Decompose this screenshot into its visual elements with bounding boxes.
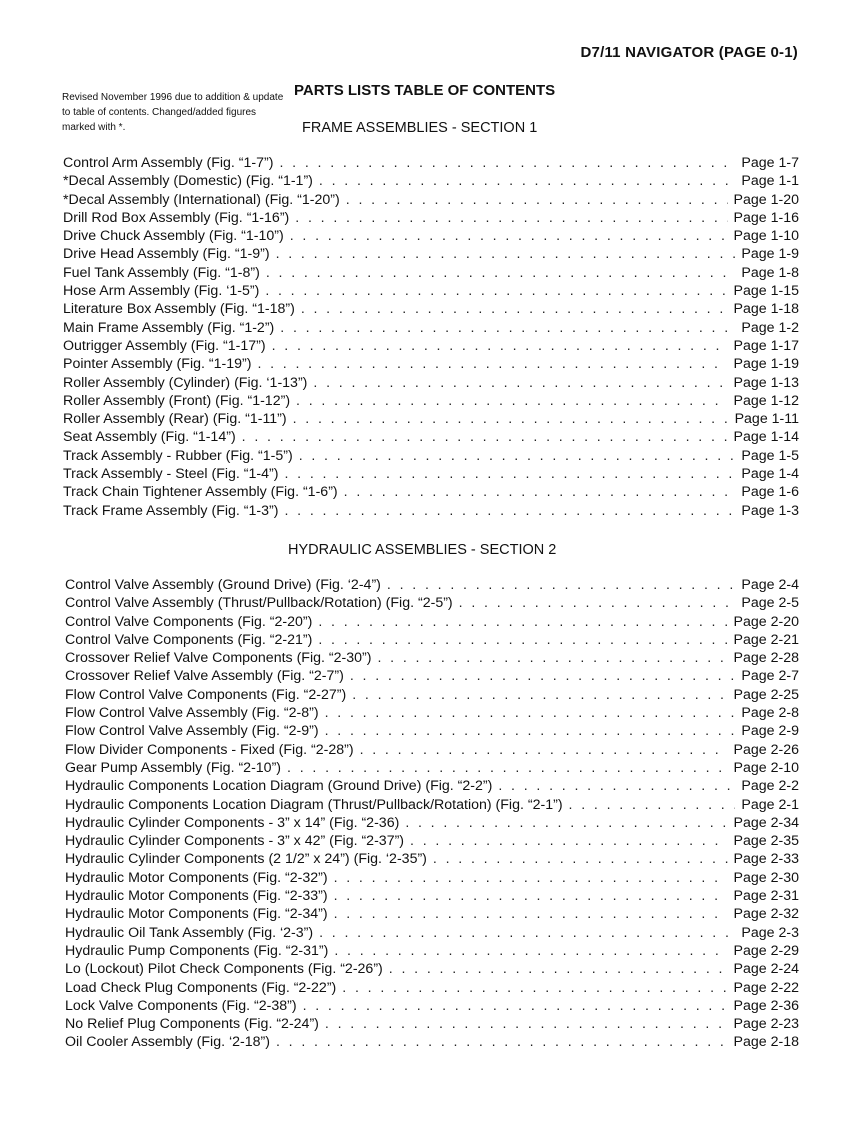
toc-entry-page: Page 2-31 (733, 888, 799, 905)
dot-leader (284, 466, 735, 482)
dot-leader (265, 283, 727, 299)
toc-entry-label: Fuel Tank Assembly (Fig. “1-8”) (63, 264, 260, 281)
dot-leader (459, 595, 736, 611)
toc-entry[interactable] (63, 356, 799, 374)
toc-entry-label: Crossover Relief Valve Components (Fig. “2-30”) (65, 650, 372, 667)
toc-entry[interactable] (65, 595, 799, 613)
toc-entry-label: No Relief Plug Components (Fig. “2-24”) (65, 1016, 319, 1033)
dot-leader (290, 228, 728, 244)
toc-entry-page: Page 1-20 (733, 191, 799, 208)
toc-entry-page: Page 2-7 (741, 668, 799, 685)
toc-entry-page: Page 2-8 (741, 705, 799, 722)
toc-entry[interactable] (63, 411, 799, 429)
dot-leader (293, 411, 729, 427)
toc-entry[interactable] (65, 961, 799, 979)
dot-leader (318, 632, 727, 648)
toc-entry[interactable] (65, 870, 799, 888)
dot-leader (284, 503, 735, 519)
dot-leader (334, 943, 727, 959)
toc-entry-label: Flow Control Valve Assembly (Fig. “2-9”) (65, 723, 319, 740)
toc-entry-label: Literature Box Assembly (Fig. “1-18”) (63, 301, 295, 318)
toc-entry-page: Page 2-22 (733, 979, 799, 996)
toc-entry-label: Control Valve Assembly (Thrust/Pullback/Rotation) (Fig. “2-5”) (65, 595, 453, 612)
dot-leader (410, 833, 727, 849)
toc-entry[interactable] (65, 687, 799, 705)
toc-entry-label: Hydraulic Cylinder Components - 3” x 42” (Fig. “2-37”) (65, 833, 405, 850)
toc-entry-page: Page 1-9 (741, 246, 799, 263)
toc-entry-label: Control Valve Components (Fig. “2-21”) (65, 631, 313, 648)
toc-entry-page: Page 1-18 (733, 301, 799, 318)
toc-entry[interactable] (65, 906, 799, 924)
dot-leader (498, 778, 735, 794)
toc-entry[interactable] (65, 632, 799, 650)
toc-entry-label: Outrigger Assembly (Fig. “1-17”) (63, 337, 266, 354)
dot-leader (387, 577, 736, 593)
toc-entry[interactable] (63, 228, 799, 246)
toc-entry[interactable] (63, 503, 799, 521)
dot-leader (344, 484, 736, 500)
dot-leader (377, 650, 727, 666)
toc-entry[interactable] (65, 705, 799, 723)
toc-entry-page: Page 2-28 (733, 650, 799, 667)
toc-entry-label: Flow Control Valve Assembly (Fig. “2-8”) (65, 705, 319, 722)
dot-leader (334, 888, 728, 904)
toc-entry-page: Page 1-1 (741, 173, 799, 190)
toc-entry-page: Page 1-6 (741, 484, 799, 501)
toc-entry-label: Hydraulic Components Location Diagram (Thrust/Pullback/Rotation) (Fig. “2-1”) (65, 796, 563, 813)
toc-entry-label: Hydraulic Cylinder Components (2 1/2” x 24”) (Fig. ‘2-35”) (65, 851, 427, 868)
toc-entry[interactable] (65, 1034, 799, 1052)
toc-entry-label: Lo (Lockout) Pilot Check Components (Fig. “2-26”) (65, 961, 383, 978)
toc-entry[interactable] (65, 925, 799, 943)
toc-entry-label: Roller Assembly (Rear) (Fig. “1-11”) (63, 411, 287, 428)
section-1-heading: FRAME ASSEMBLIES - SECTION 1 (302, 120, 538, 136)
toc-entry-page: Page 1-15 (733, 283, 799, 300)
toc-entry-label: *Decal Assembly (Domestic) (Fig. “1-1”) (63, 173, 313, 190)
dot-leader (280, 320, 735, 336)
dot-leader (352, 687, 727, 703)
toc-entry-page: Page 2-35 (733, 833, 799, 850)
dot-leader (325, 705, 736, 721)
toc-entry-label: Control Arm Assembly (Fig. “1-7”) (63, 155, 274, 171)
toc-title: PARTS LISTS TABLE OF CONTENTS (294, 82, 556, 99)
toc-entry[interactable] (65, 760, 799, 778)
dot-leader (276, 1034, 728, 1050)
toc-entry[interactable] (63, 375, 799, 393)
toc-entry[interactable] (65, 650, 799, 668)
toc-entry-page: Page 2-9 (741, 723, 799, 740)
toc-entry-page: Page 1-11 (734, 411, 799, 428)
toc-entry-page: Page 2-20 (733, 613, 799, 630)
toc-entry-page: Page 1-19 (733, 356, 799, 373)
dot-leader (346, 192, 728, 208)
toc-entry-page: Page 2-21 (733, 631, 799, 648)
toc-entry-label: Hydraulic Cylinder Components - 3” x 14” (Fig. “2-36) (65, 814, 400, 831)
toc-entry-label: Flow Control Valve Components (Fig. “2-27”) (65, 686, 347, 703)
toc-entry[interactable] (63, 429, 799, 447)
toc-entry[interactable] (65, 980, 799, 998)
toc-entry-page: Page 2-30 (733, 869, 799, 886)
toc-entry[interactable] (65, 815, 799, 833)
toc-entry[interactable] (63, 246, 799, 264)
toc-entry-label: Crossover Relief Valve Assembly (Fig. “2-7”) (65, 668, 344, 685)
toc-entry-page: Page 2-32 (733, 906, 799, 923)
toc-entry-label: Seat Assembly (Fig. “1-14”) (63, 429, 236, 446)
toc-entry-page: Page 1-12 (733, 392, 799, 409)
toc-entry[interactable] (63, 448, 799, 466)
dot-leader (319, 173, 736, 189)
toc-entry-label: Drive Head Assembly (Fig. “1-9”) (63, 246, 270, 263)
toc-entry-page: Page 1-4 (741, 466, 799, 483)
toc-entry-label: Drill Rod Box Assembly (Fig. “1-16”) (63, 209, 290, 226)
toc-entry[interactable] (63, 192, 799, 210)
toc-entry[interactable] (65, 851, 799, 869)
toc-entry[interactable] (63, 338, 799, 356)
dot-leader (276, 246, 736, 262)
toc-entry[interactable] (63, 265, 799, 283)
dot-leader (350, 668, 736, 684)
toc-entry-page: Page 1-7 (741, 155, 799, 171)
dot-leader (325, 1016, 728, 1032)
toc-entry-page: Page 1-3 (741, 502, 799, 519)
toc-entry-label: Hydraulic Oil Tank Assembly (Fig. ‘2-3”) (65, 924, 314, 941)
toc-entry[interactable] (65, 943, 799, 961)
toc-entry-page: Page 2-25 (733, 686, 799, 703)
dot-leader (319, 925, 735, 941)
toc-entry-label: Track Assembly - Rubber (Fig. “1-5”) (63, 447, 293, 464)
dot-leader (287, 760, 727, 776)
toc-entry-label: Track Chain Tightener Assembly (Fig. “1-6”) (63, 484, 338, 501)
dot-leader (325, 723, 736, 739)
toc-entry-page: Page 1-2 (741, 319, 799, 336)
toc-entry-label: *Decal Assembly (International) (Fig. “1-20”) (63, 191, 340, 208)
toc-entry-page: Page 2-36 (733, 997, 799, 1014)
toc-entry[interactable] (63, 283, 799, 301)
toc-entry[interactable] (63, 210, 799, 228)
toc-entry[interactable] (65, 833, 799, 851)
dot-leader (301, 301, 728, 317)
toc-entry[interactable] (65, 614, 799, 632)
dot-leader (296, 393, 727, 409)
toc-entry-label: Hose Arm Assembly (Fig. ‘1-5”) (63, 283, 260, 300)
dot-leader (389, 961, 728, 977)
toc-entry-label: Oil Cooler Assembly (Fig. ‘2-18”) (65, 1034, 270, 1051)
toc-entry-label: Hydraulic Motor Components (Fig. “2-33”) (65, 888, 328, 905)
toc-entry-page: Page 2-1 (741, 796, 799, 813)
toc-entry-page: Page 2-10 (733, 759, 799, 776)
toc-entry-label: Hydraulic Pump Components (Fig. “2-31”) (65, 942, 329, 959)
toc-entry[interactable] (65, 723, 799, 741)
toc-entry-page: Page 2-34 (733, 814, 799, 831)
toc-entry[interactable] (63, 155, 799, 173)
dot-leader (242, 429, 728, 445)
toc-entry-page: Page 2-5 (741, 595, 799, 612)
toc-entry-page: Page 1-8 (741, 264, 799, 281)
toc-entry-label: Pointer Assembly (Fig. “1-19”) (63, 356, 252, 373)
toc-entry[interactable] (63, 466, 799, 484)
toc-entry[interactable] (65, 778, 799, 796)
toc-entry[interactable] (65, 668, 799, 686)
toc-entry-label: Load Check Plug Components (Fig. “2-22”) (65, 979, 337, 996)
toc-entry-page: Page 1-16 (733, 209, 799, 226)
toc-entry[interactable] (63, 173, 799, 191)
toc-entry-label: Hydraulic Components Location Diagram (Ground Drive) (Fig. “2-2”) (65, 778, 493, 795)
toc-entry-page: Page 1-13 (733, 374, 799, 391)
toc-entry[interactable] (65, 888, 799, 906)
dot-leader (433, 851, 728, 867)
dot-leader (360, 742, 728, 758)
dot-leader (295, 210, 727, 226)
toc-entry[interactable] (65, 577, 799, 595)
toc-entry-page: Page 2-23 (733, 1016, 799, 1033)
toc-entry-label: Main Frame Assembly (Fig. “1-2”) (63, 319, 275, 336)
toc-entry-label: Hydraulic Motor Components (Fig. “2-32”) (65, 869, 328, 886)
toc-entry-page: Page 1-10 (733, 228, 799, 245)
dot-leader (405, 815, 727, 831)
toc-entry-label: Roller Assembly (Front) (Fig. “1-12”) (63, 392, 291, 409)
toc-entry-label: Gear Pump Assembly (Fig. “2-10”) (65, 759, 282, 776)
dot-leader (313, 375, 727, 391)
dot-leader (266, 265, 736, 281)
toc-entry-page: Page 2-24 (733, 961, 799, 978)
dot-leader (280, 155, 736, 171)
toc-entry[interactable] (65, 742, 799, 760)
toc-entry[interactable] (63, 393, 799, 411)
toc-entry-page: Page 1-17 (733, 337, 799, 354)
toc-entry-page: Page 2-3 (741, 924, 799, 941)
toc-entry-label: Control Valve Assembly (Ground Drive) (Fig. ‘2-4”) (65, 577, 381, 593)
dot-leader (342, 980, 727, 996)
toc-entry[interactable] (63, 301, 799, 319)
dot-leader (334, 906, 728, 922)
dot-leader (334, 870, 728, 886)
dot-leader (318, 614, 727, 630)
page-header: D7/11 NAVIGATOR (PAGE 0-1) (580, 44, 798, 61)
toc-entry-page: Page 2-4 (741, 577, 799, 593)
toc-entry-label: Roller Assembly (Cylinder) (Fig. ‘1-13”) (63, 374, 308, 391)
toc-entry-page: Page 2-18 (733, 1034, 799, 1051)
toc-entry-page: Page 2-33 (733, 851, 799, 868)
dot-leader (303, 998, 728, 1014)
toc-entry-page: Page 1-5 (741, 447, 799, 464)
toc-entry[interactable] (65, 797, 799, 815)
toc-entry[interactable] (63, 320, 799, 338)
dot-leader (257, 356, 727, 372)
toc-entry-label: Lock Valve Components (Fig. “2-38”) (65, 997, 297, 1014)
section-2-heading: HYDRAULIC ASSEMBLIES - SECTION 2 (288, 542, 557, 558)
toc-entry-label: Hydraulic Motor Components (Fig. “2-34”) (65, 906, 328, 923)
toc-entry-label: Flow Divider Components - Fixed (Fig. “2-28”) (65, 741, 354, 758)
dot-leader (272, 338, 728, 354)
dot-leader (569, 797, 736, 813)
toc-entry[interactable] (65, 998, 799, 1016)
toc-entry-label: Track Assembly - Steel (Fig. “1-4”) (63, 466, 279, 483)
section-2-list (65, 577, 799, 1053)
toc-entry-page: Page 2-2 (741, 778, 799, 795)
toc-entry-label: Track Frame Assembly (Fig. “1-3”) (63, 502, 279, 519)
section-1-list (63, 155, 799, 521)
toc-entry-page: Page 1-14 (733, 429, 799, 446)
dot-leader (299, 448, 736, 464)
toc-entry-label: Control Valve Components (Fig. “2-20”) (65, 613, 313, 630)
toc-entry[interactable] (63, 484, 799, 502)
toc-entry-label: Drive Chuck Assembly (Fig. “1-10”) (63, 228, 284, 245)
toc-entry-page: Page 2-26 (733, 741, 799, 758)
revision-note: Revised November 1996 due to addition & update to table of contents. Changed/added figures marked with *. (62, 92, 284, 133)
toc-entry-page: Page 2-29 (733, 942, 799, 959)
toc-entry[interactable] (65, 1016, 799, 1034)
